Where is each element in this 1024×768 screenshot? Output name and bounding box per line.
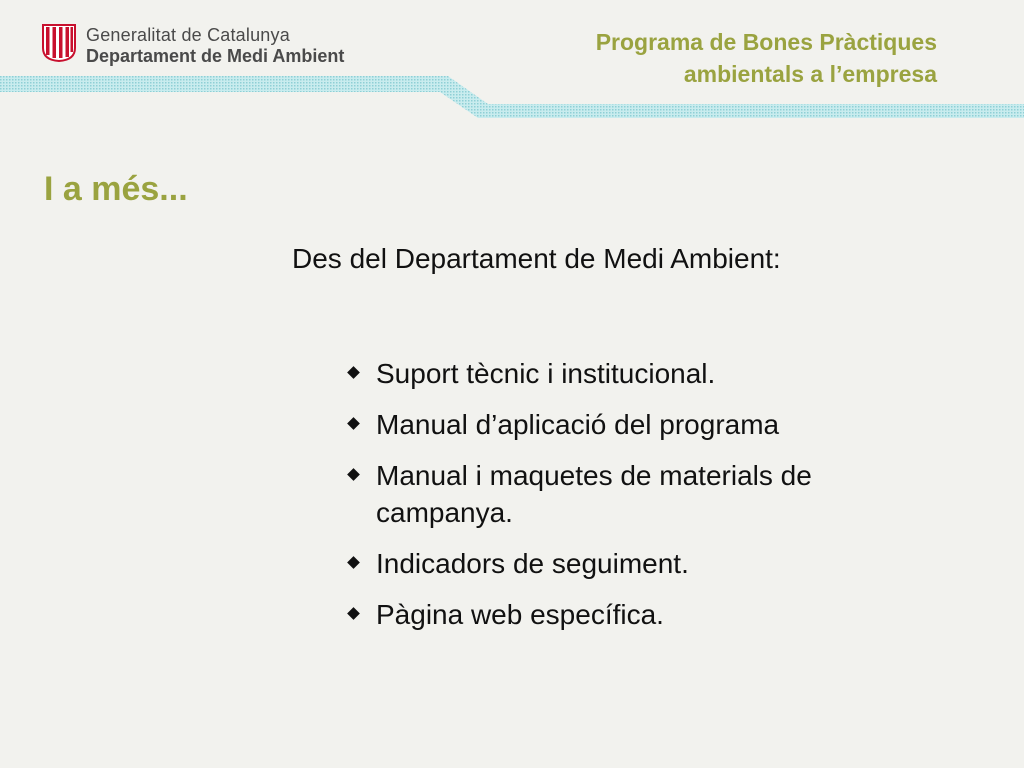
program-title-line2: ambientals a l’empresa bbox=[683, 61, 937, 87]
diamond-bullet-icon bbox=[347, 417, 360, 430]
list-item bbox=[345, 596, 905, 633]
org-name-line2: Departament de Medi Ambient bbox=[86, 46, 345, 66]
slide-title: I a més... bbox=[44, 170, 188, 208]
list-item bbox=[345, 355, 905, 392]
list-item bbox=[345, 406, 905, 443]
list-item-text: Manual d’aplicació del programa bbox=[376, 409, 780, 440]
list-item-text: Indicadors de seguiment. bbox=[376, 548, 689, 579]
list-item bbox=[345, 545, 905, 582]
diamond-bullet-icon bbox=[347, 607, 360, 620]
program-title-line1: Programa de Bones Pràctiques bbox=[595, 29, 937, 55]
diamond-bullet-icon bbox=[347, 556, 360, 569]
bullet-list bbox=[345, 355, 905, 647]
generalitat-logo-icon bbox=[42, 24, 76, 62]
list-item-text: Pàgina web específica. bbox=[376, 599, 664, 630]
org-name-line1: Generalitat de Catalunya bbox=[86, 25, 290, 45]
list-item bbox=[345, 457, 866, 531]
list-item-text: Suport tècnic i institucional. bbox=[376, 358, 716, 389]
intro-text: Des del Departament de Medi Ambient: bbox=[292, 243, 781, 274]
diamond-bullet-icon bbox=[347, 366, 360, 379]
decorative-header-band bbox=[0, 76, 1024, 118]
organization-name bbox=[86, 25, 344, 67]
diamond-bullet-icon bbox=[347, 468, 360, 481]
list-item-text: Manual i maquetes de materials de campanya. bbox=[376, 460, 812, 528]
